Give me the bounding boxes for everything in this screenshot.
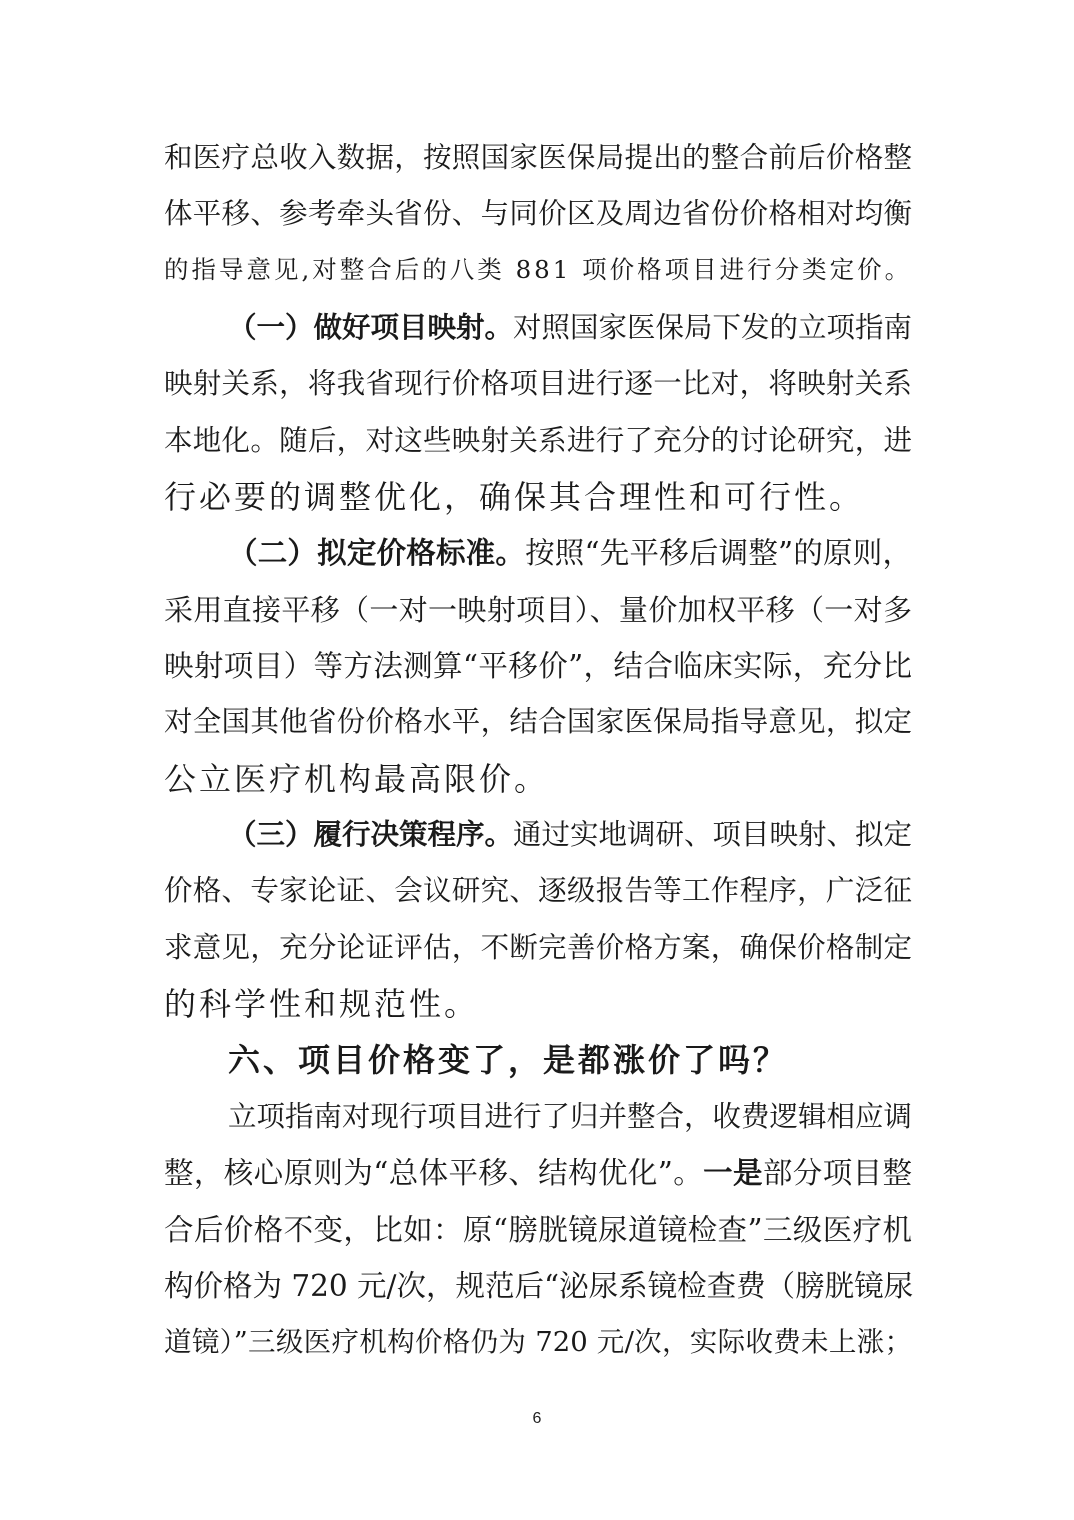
section-1-text: 对照国家医保局下发的立项指南	[513, 311, 913, 344]
text-span: 部分项目整	[762, 1156, 912, 1190]
text-line: 的指导意见,对整合后的八类 881 项价格项目进行分类定价。	[164, 255, 913, 284]
section-3-text: 通过实地调研、项目映射、拟定	[513, 818, 913, 851]
text-line: 行必要的调整优化，确保其合理性和可行性。	[164, 478, 865, 516]
emphasis-text: 一是	[703, 1156, 763, 1190]
text-line: 求意见，充分论证评估，不断完善价格方案，确保价格制定	[164, 931, 912, 964]
section-3-title: （三）履行决策程序。	[228, 818, 514, 851]
section-1-first-line	[228, 300, 912, 356]
text-line: 对全国其他省份价格水平，结合国家医保局指导意见，拟定	[164, 705, 912, 738]
text-line: 本地化。随后，对这些映射关系进行了充分的讨论研究，进	[164, 424, 912, 457]
text-line-with-emphasis	[164, 1145, 912, 1201]
page-number: 6	[532, 1410, 542, 1427]
text-line: 和医疗总收入数据，按照国家医保局提出的整合前后价格整	[164, 141, 912, 174]
section-heading: 六、项目价格变了，是都涨价了吗？	[228, 1041, 789, 1079]
text-span: 整，核心原则为“总体平移、结构优化”。	[164, 1156, 704, 1190]
section-3-first-line	[228, 807, 912, 863]
text-line: 合后价格不变，比如：原“膀胱镜尿道镜检查”三级医疗机	[164, 1213, 912, 1247]
section-1-title: （一）做好项目映射。	[228, 311, 514, 344]
text-line: 构价格为 720 元/次，规范后“泌尿系镜检查费（膀胱镜尿	[164, 1269, 914, 1303]
text-line: 体平移、参考牵头省份、与同价区及周边省份价格相对均衡	[164, 197, 912, 230]
section-2-title: （二）拟定价格标准。	[228, 536, 526, 570]
section-2-first-line	[228, 525, 912, 581]
text-line: 公立医疗机构最高限价。	[164, 760, 550, 798]
text-line: 映射关系，将我省现行价格项目进行逐一比对，将映射关系	[164, 367, 912, 400]
text-line: 映射项目）等方法测算“平移价”，结合临床实际，充分比	[164, 649, 912, 683]
text-line: 采用直接平移（一对一映射项目）、量价加权平移（一对多	[164, 593, 912, 627]
text-line: 的科学性和规范性。	[164, 985, 480, 1023]
text-line: 道镜）”三级医疗机构价格仍为 720 元/次，实际收费未上涨；	[164, 1326, 912, 1358]
text-line: 立项指南对现行项目进行了归并整合，收费逻辑相应调	[228, 1100, 913, 1133]
section-2-text: 按照“先平移后调整”的原则，	[525, 536, 912, 570]
text-line: 价格、专家论证、会议研究、逐级报告等工作程序，广泛征	[164, 874, 912, 907]
